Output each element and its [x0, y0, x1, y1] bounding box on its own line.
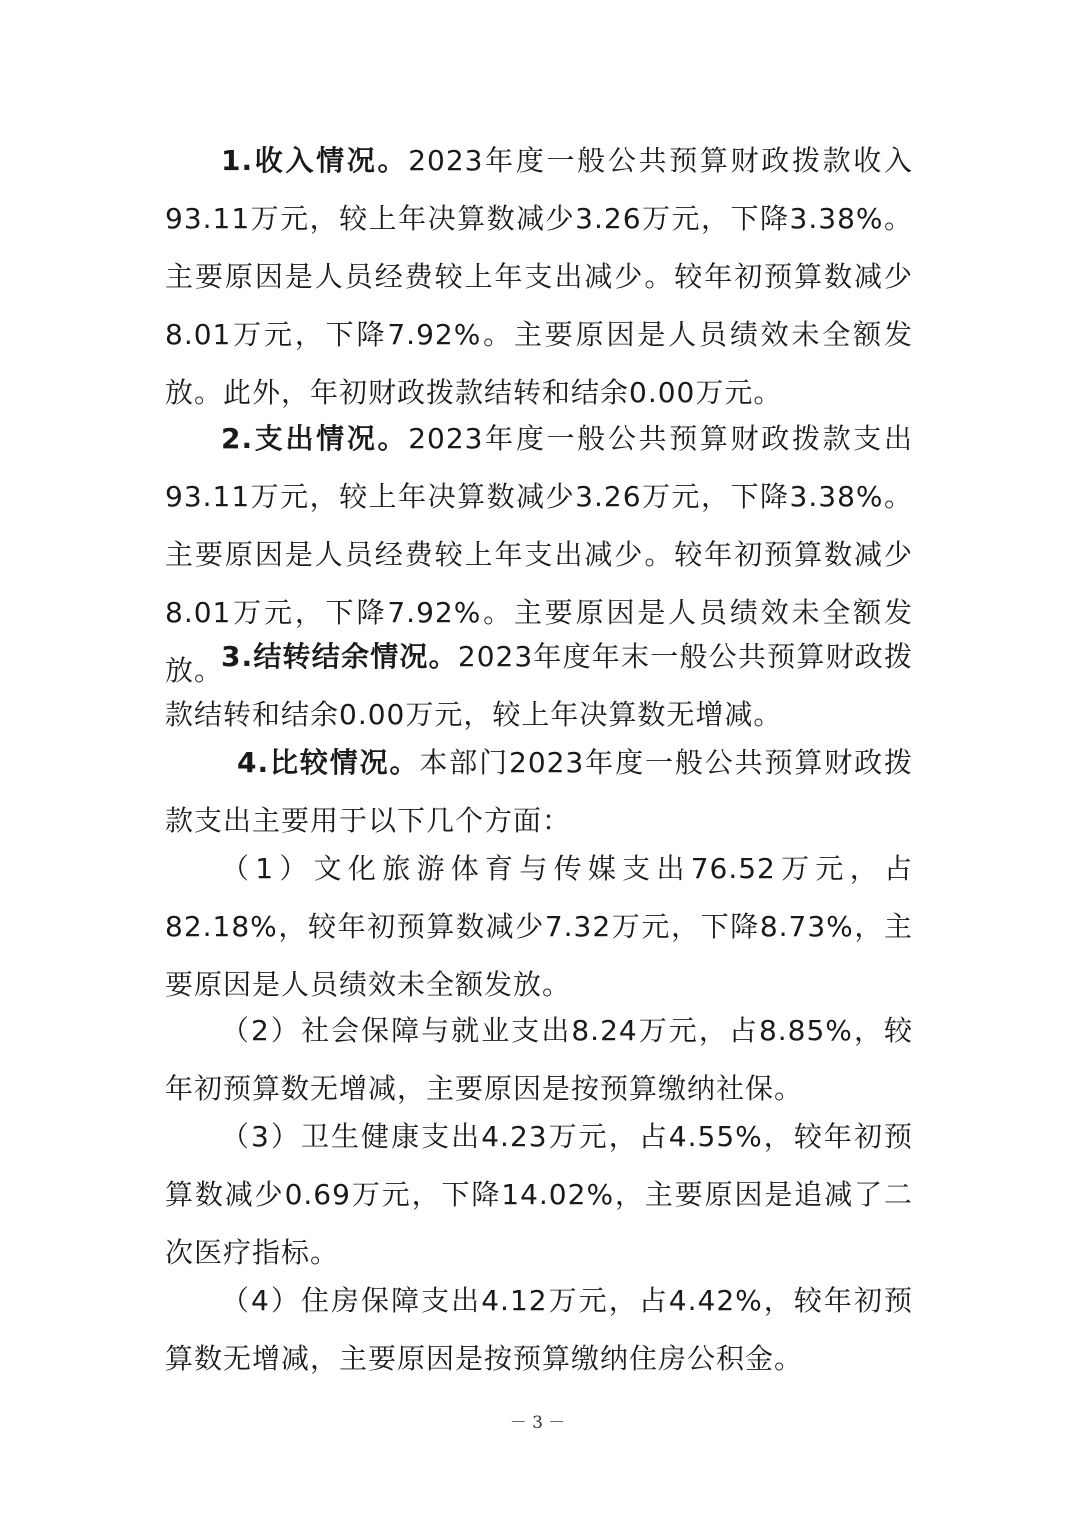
text-item-1: （1）文化旅游体育与传媒支出76.52万元，占82.18%，较年初预算数减少7.32万元，下降8.73%，主要原因是人员绩效未全额发放。 [165, 852, 913, 1001]
heading-comparison: 4.比较情况。 [237, 746, 420, 779]
text-item-2: （2）社会保障与就业支出8.24万元，占8.85%，较年初预算数无增减，主要原因是按预算缴纳社保。 [165, 1014, 913, 1105]
paragraph-income [165, 132, 913, 422]
heading-carryover: 3.结转结余情况。 [221, 640, 458, 673]
text-expenditure: 2023年度一般公共预算财政拨款支出93.11万元，较上年决算数减少3.26万元，下降3.38%。主要原因是人员经费较上年支出减少。较年初预算数减少8.01万元，下降7.92%。主要原因是人员绩效未全额发放。 [165, 422, 913, 687]
text-carryover: 2023年度年末一般公共预算财政拨款结转和结余0.00万元，较上年决算数无增减。 [165, 640, 914, 731]
list-item-health [165, 1108, 913, 1282]
list-item-social-security [165, 1002, 913, 1118]
page-number: － 3 － [509, 1413, 566, 1433]
text-item-4: （4）住房保障支出4.12万元，占4.42%，较年初预算数无增减，主要原因是按预算缴纳住房公积金。 [165, 1284, 913, 1375]
text-item-3: （3）卫生健康支出4.23万元，占4.55%，较年初预算数减少0.69万元，下降14.02%，主要原因是追减了二次医疗指标。 [165, 1120, 913, 1269]
text-comparison: 本部门2023年度一般公共预算财政拨款支出主要用于以下几个方面： [165, 746, 913, 837]
heading-income: 1.收入情况。 [221, 144, 409, 177]
paragraph-carryover [165, 628, 913, 744]
paragraph-comparison [165, 734, 913, 850]
list-item-housing [165, 1272, 913, 1388]
text-income: 2023年度一般公共预算财政拨款收入93.11万元，较上年决算数减少3.26万元，下降3.38%。主要原因是人员经费较上年支出减少。较年初预算数减少8.01万元，下降7.92%。主要原因是人员绩效未全额发放。此外，年初财政拨款结转和结余0.00万元。 [165, 144, 913, 409]
list-item-culture [165, 840, 913, 1014]
heading-expenditure: 2.支出情况。 [221, 422, 409, 455]
